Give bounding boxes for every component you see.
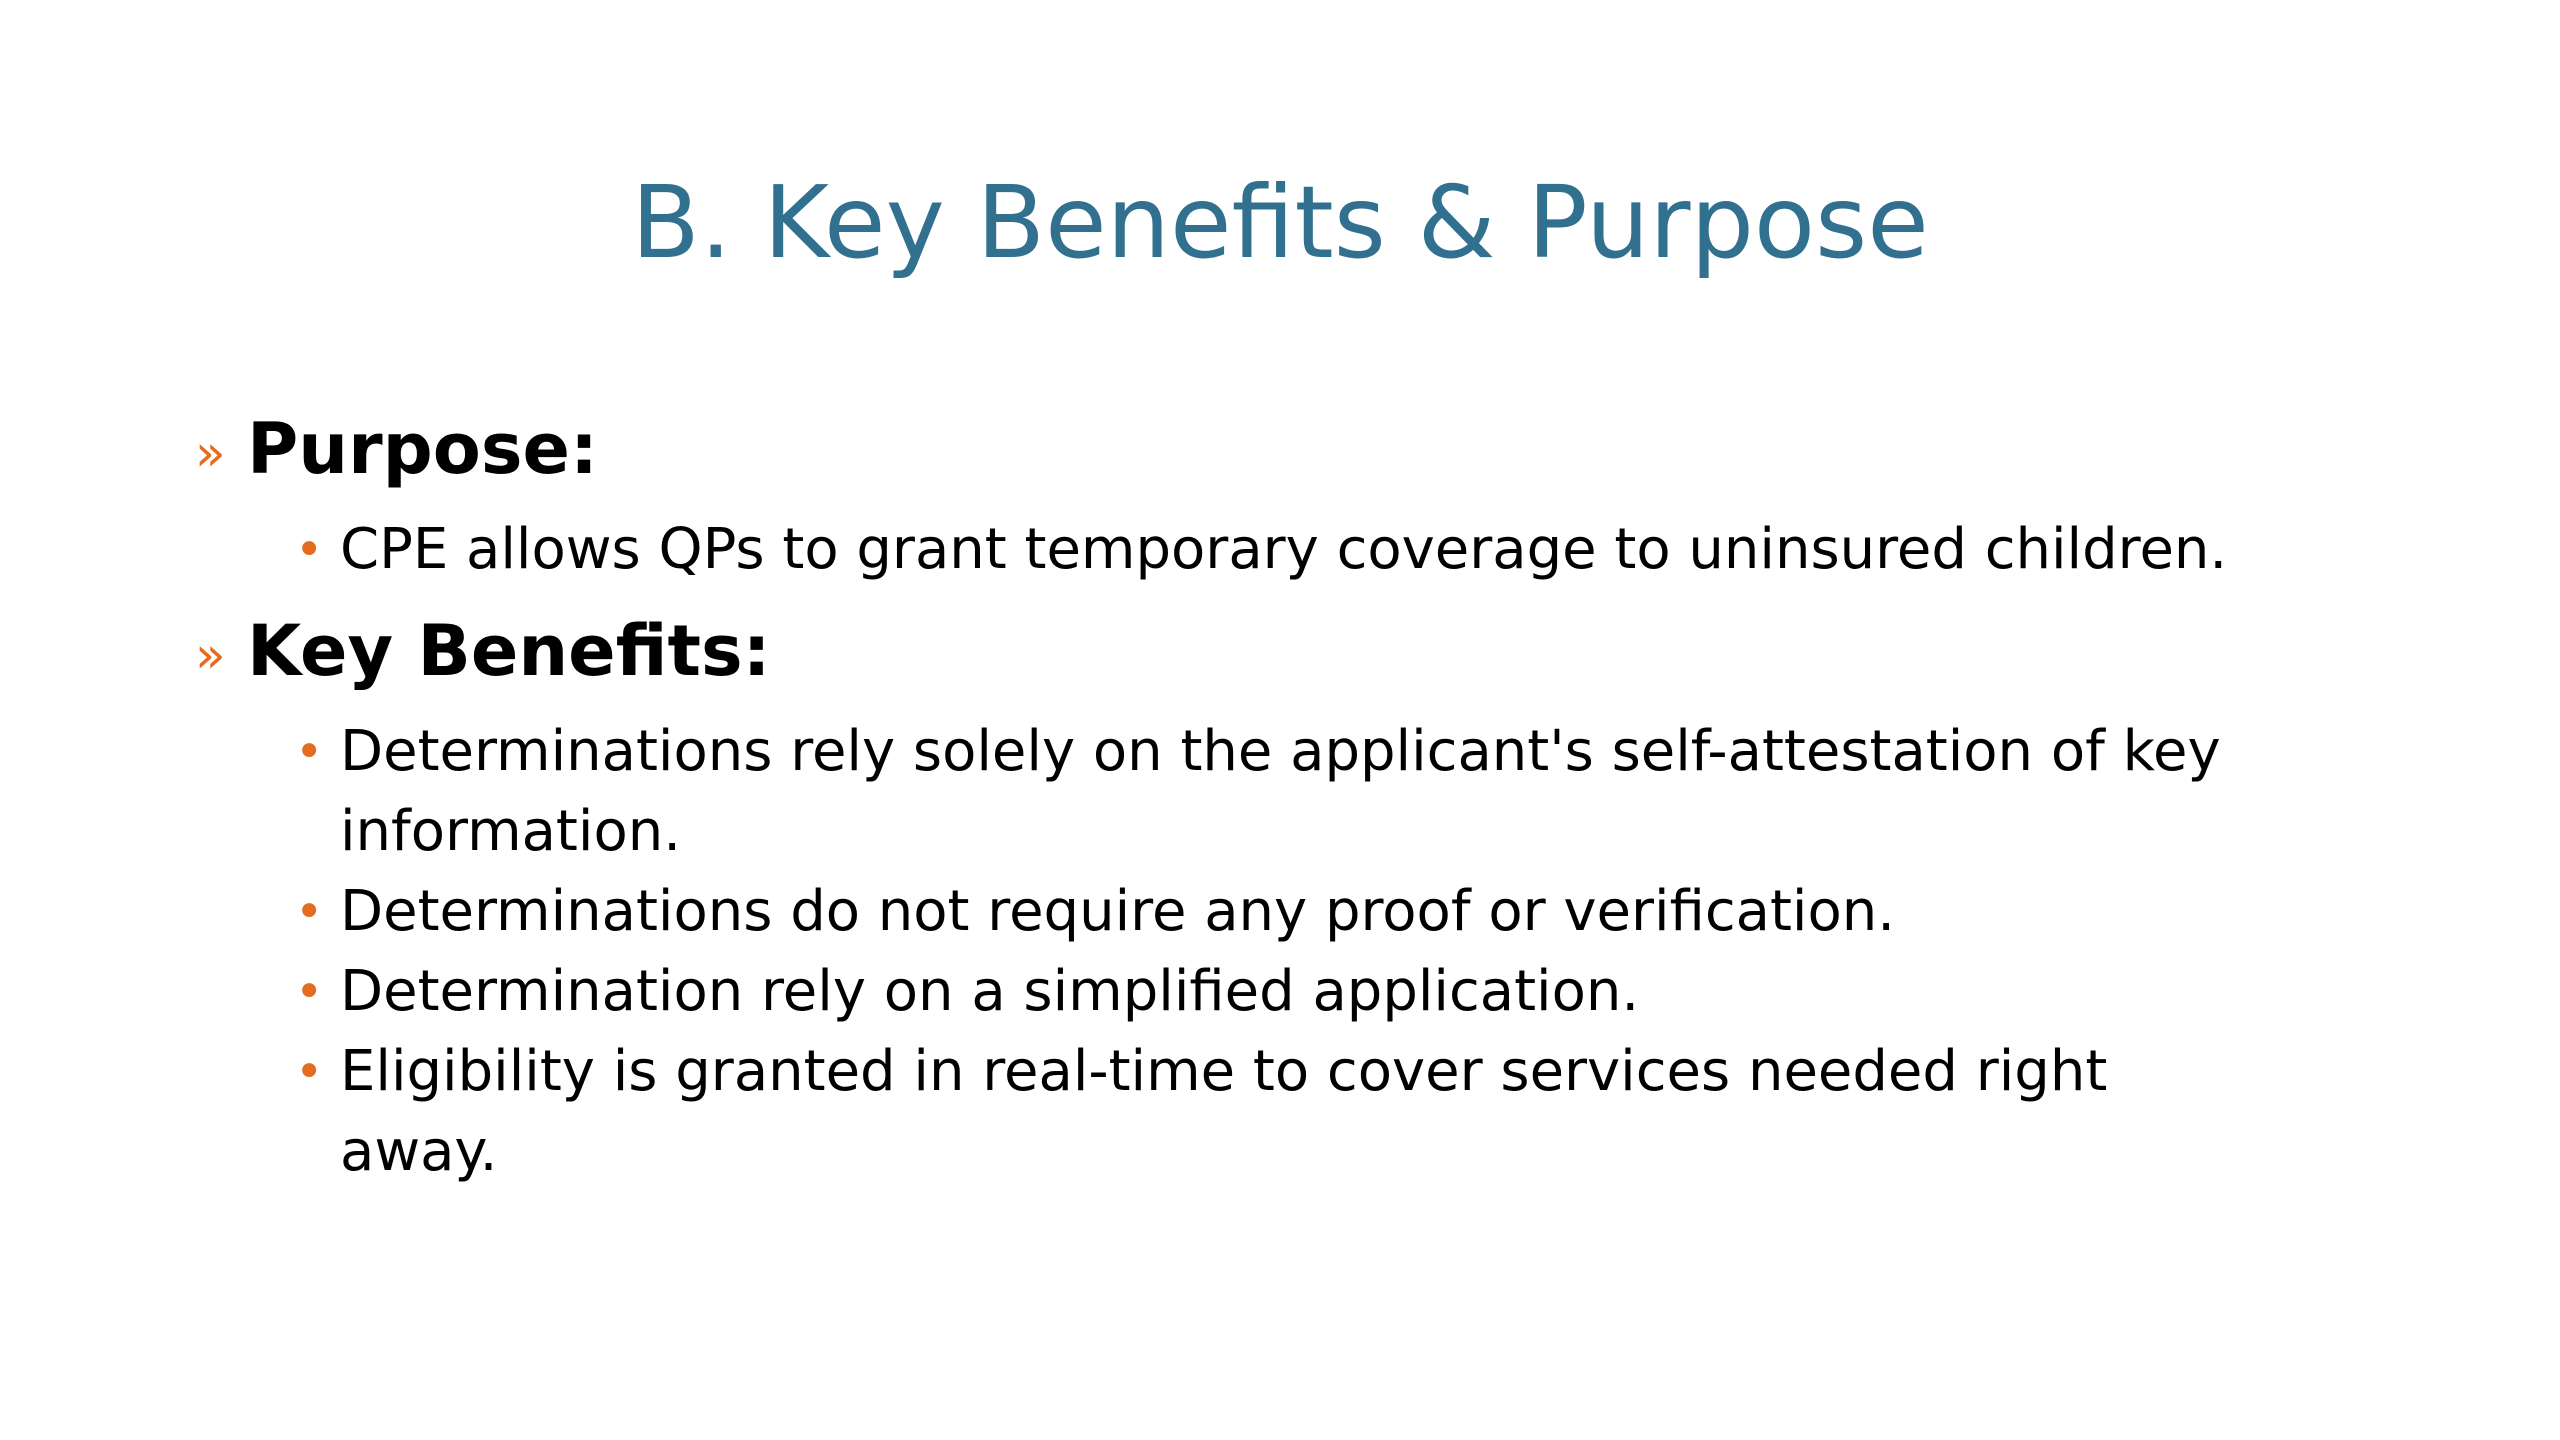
slide-body [195, 388, 2425, 1192]
bullet-text: CPE allows QPs to grant temporary coverage to uninsured children. [340, 517, 2228, 582]
bullet-text: Eligibility is granted in real-time to cover services needed right away. [340, 1039, 2108, 1184]
list-item [295, 872, 2425, 952]
slide-title: B. Key Benefits & Purpose [631, 164, 1929, 281]
list-item [295, 952, 2425, 1032]
double-chevron-right-icon: » [195, 424, 226, 482]
bullet-dot-icon: • [295, 1044, 324, 1100]
bullet-dot-icon: • [295, 724, 324, 780]
bullet-dot-icon: • [295, 964, 324, 1020]
list-item [295, 510, 2425, 590]
section-purpose [195, 388, 2425, 590]
section-heading [195, 388, 2425, 510]
bullet-text: Determinations do not require any proof or verification. [340, 879, 1896, 944]
bullet-dot-icon: • [295, 522, 324, 578]
list-item [295, 1032, 2425, 1192]
section-heading [195, 590, 2425, 712]
bullet-list [195, 510, 2425, 590]
section-heading-text: Purpose: [247, 408, 598, 490]
double-chevron-right-icon: » [195, 626, 226, 684]
bullet-list [195, 712, 2425, 1192]
bullet-text: Determination rely on a simplified application. [340, 959, 1640, 1024]
section-key-benefits [195, 590, 2425, 1192]
bullet-dot-icon: • [295, 884, 324, 940]
section-heading-text: Key Benefits: [247, 610, 771, 692]
list-item [295, 712, 2425, 872]
bullet-text: Determinations rely solely on the applicant's self-attestation of key information. [340, 719, 2221, 864]
